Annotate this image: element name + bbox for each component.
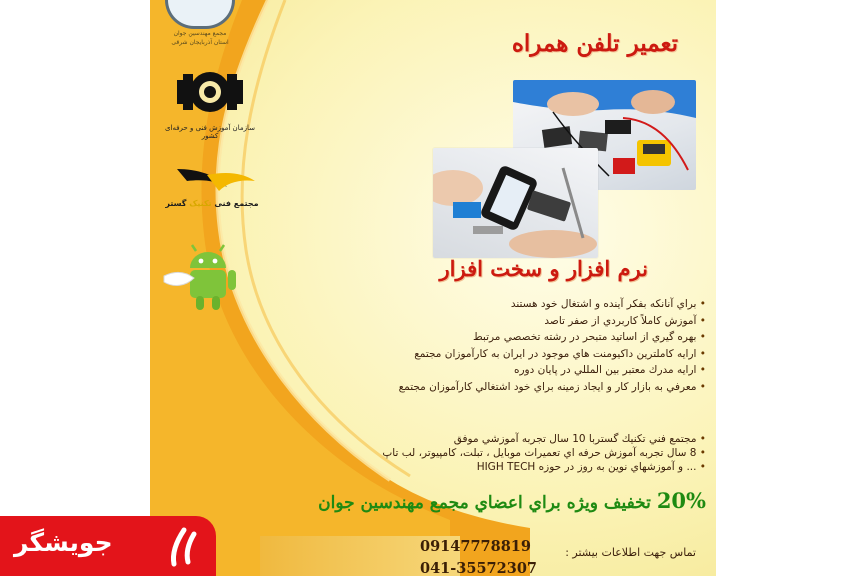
- android-mascot-icon: [160, 242, 250, 314]
- complex-caption-pre: مجتمع فنی: [211, 199, 259, 208]
- list-item: • مجتمع فني تكنيك گستربا 10 سال تجربه آموزشي موفق: [286, 432, 706, 446]
- complex-caption-post: گستر: [165, 199, 190, 208]
- ad-poster: [150, 0, 716, 576]
- poster-subtitle: نرم افزار و سخت افزار: [439, 256, 648, 281]
- tvto-logo: [160, 66, 260, 140]
- engineers-association-logo: [158, 0, 242, 47]
- discount-banner: [318, 488, 706, 513]
- complex-caption: [162, 199, 262, 208]
- phone-repair-image: [433, 148, 598, 258]
- discount-text: تخفيف ويژه براي اعضاي مجمع مهندسين جوان: [318, 493, 651, 513]
- list-item: • ارايه مدرك معتبر بين المللي در پايان دوره: [286, 362, 706, 379]
- discount-percent: 20%: [656, 488, 706, 513]
- brand-mark-icon: [160, 526, 202, 568]
- gear-logo-icon: [173, 66, 247, 118]
- tvto-caption: سازمان آموزش فنی و حرفه‌ای کشور: [165, 124, 255, 140]
- complex-caption-highlight: تکنیک: [189, 199, 212, 208]
- association-caption-1: مجمع مهندسین جوان: [173, 30, 227, 37]
- list-item: • 8 سال تجربه آموزش حرفه اي تعميرات موبايل ، تبلت، كامپيوتر، لب تاپ: [286, 446, 706, 460]
- association-emblem-icon: [165, 0, 235, 29]
- poster-title: تعمير تلفن همراه: [511, 30, 678, 57]
- contact-label: تماس جهت اطلاعات بيشتر :: [565, 546, 696, 559]
- experience-list: [286, 432, 706, 474]
- list-item: • ... و آموزشهاي نوين به روز در حوزه HIGH TECH: [286, 460, 706, 474]
- list-item: • آموزش كاملاً كاربردي از صفر تاصد: [286, 313, 706, 330]
- brand-name: جویشگر: [14, 528, 113, 557]
- wing-logo-icon: [167, 165, 257, 195]
- brand-watermark[interactable]: [0, 516, 216, 576]
- list-item: • ارايه كاملترين داكيومنت هاي موجود در ايران به كارآموزان مجتمع: [286, 346, 706, 363]
- list-item: • معرفي به بازار كار و ايجاد زمينه براي خود اشتغالي كارآموزان مجتمع: [286, 379, 706, 396]
- features-list: [286, 296, 706, 396]
- association-caption-2: استان آذربایجان شرقی: [171, 39, 229, 46]
- tekniki-gostar-logo: [162, 165, 262, 208]
- list-item: • بهره گيري از اساتيد متبحر در رشته تخصصي مرتبط: [286, 329, 706, 346]
- repair-photo-2: [433, 148, 598, 258]
- phone-number-2: 041-35572307: [420, 560, 537, 576]
- phone-number-1: 09147778819: [420, 538, 531, 555]
- list-item: • براي آنانکه بفکر آينده و اشتغال خود هستند: [286, 296, 706, 313]
